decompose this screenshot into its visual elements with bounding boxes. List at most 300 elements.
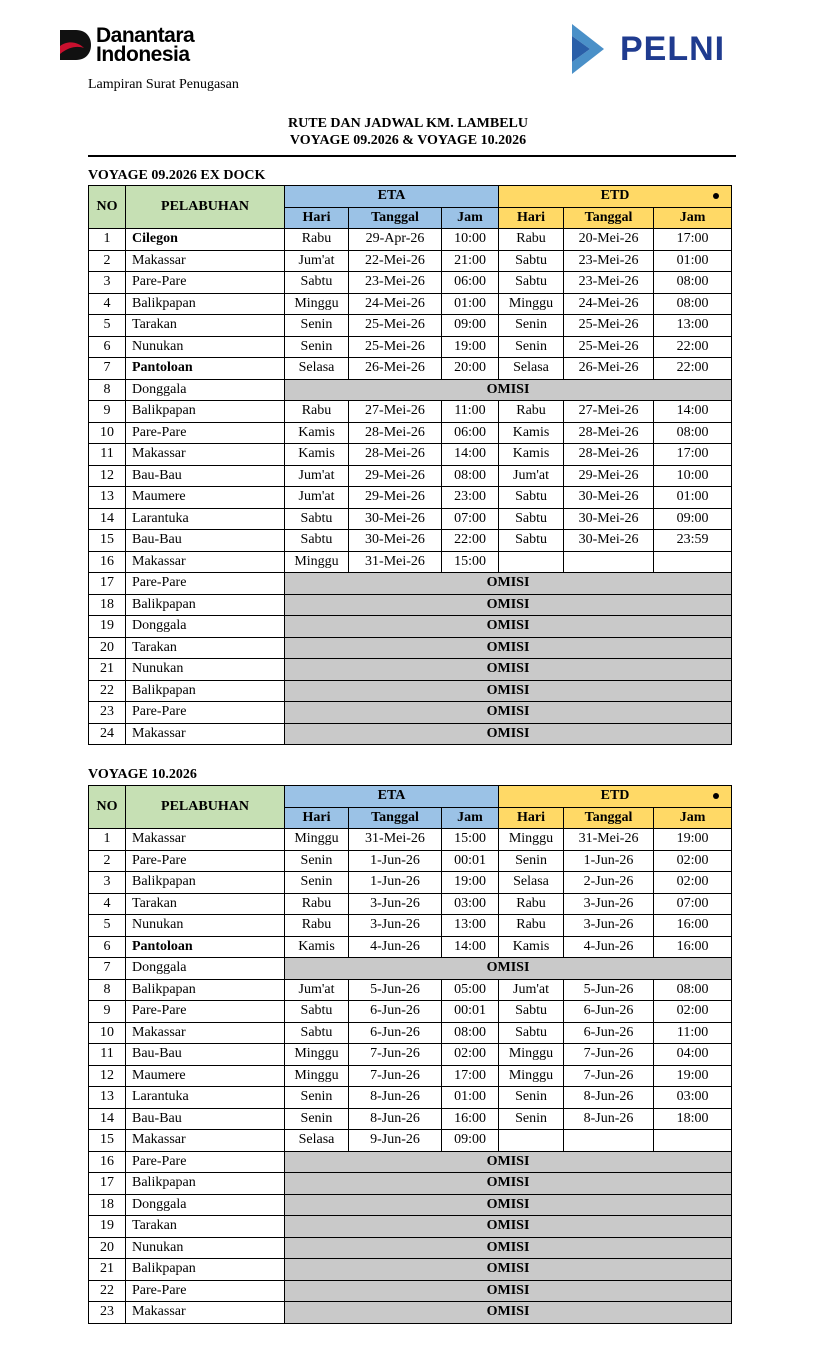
eta-tanggal-header: Tanggal bbox=[349, 807, 442, 829]
etd-date: 30-Mei-26 bbox=[564, 487, 654, 509]
column-header-no: NO bbox=[89, 786, 126, 829]
eta-date: 25-Mei-26 bbox=[349, 315, 442, 337]
etd-day: Senin bbox=[499, 1087, 564, 1109]
etd-day: Kamis bbox=[499, 444, 564, 466]
etd-date: 4-Jun-26 bbox=[564, 936, 654, 958]
row-number: 5 bbox=[89, 915, 126, 937]
eta-day: Minggu bbox=[285, 1065, 349, 1087]
row-number: 19 bbox=[89, 616, 126, 638]
eta-day: Rabu bbox=[285, 401, 349, 423]
etd-time: 17:00 bbox=[654, 444, 732, 466]
eta-day: Senin bbox=[285, 315, 349, 337]
eta-day: Jum'at bbox=[285, 487, 349, 509]
table-row bbox=[89, 702, 732, 724]
table-row bbox=[89, 250, 732, 272]
danantara-logo bbox=[58, 26, 194, 64]
row-number: 8 bbox=[89, 979, 126, 1001]
port-name: Bau-Bau bbox=[126, 465, 285, 487]
eta-time: 08:00 bbox=[442, 1022, 499, 1044]
etd-date: 27-Mei-26 bbox=[564, 401, 654, 423]
etd-date: 28-Mei-26 bbox=[564, 444, 654, 466]
etd-day: Minggu bbox=[499, 1065, 564, 1087]
eta-date: 3-Jun-26 bbox=[349, 915, 442, 937]
eta-date: 3-Jun-26 bbox=[349, 893, 442, 915]
row-number: 22 bbox=[89, 1280, 126, 1302]
etd-day: Kamis bbox=[499, 936, 564, 958]
eta-day: Rabu bbox=[285, 893, 349, 915]
table-row bbox=[89, 594, 732, 616]
eta-hari-header: Hari bbox=[285, 807, 349, 829]
row-number: 16 bbox=[89, 1151, 126, 1173]
table-row bbox=[89, 1302, 732, 1324]
port-name: Balikpapan bbox=[126, 872, 285, 894]
table-row bbox=[89, 1259, 732, 1281]
column-header-etd bbox=[499, 786, 732, 808]
eta-day: Kamis bbox=[285, 936, 349, 958]
etd-day: Sabtu bbox=[499, 272, 564, 294]
port-name: Pare-Pare bbox=[126, 422, 285, 444]
table-row bbox=[89, 465, 732, 487]
etd-date: 30-Mei-26 bbox=[564, 508, 654, 530]
row-number: 17 bbox=[89, 573, 126, 595]
table-row bbox=[89, 829, 732, 851]
etd-date: 3-Jun-26 bbox=[564, 893, 654, 915]
port-name: Pare-Pare bbox=[126, 1280, 285, 1302]
dot-icon bbox=[713, 793, 719, 799]
eta-time: 15:00 bbox=[442, 551, 499, 573]
eta-time: 13:00 bbox=[442, 915, 499, 937]
eta-date: 8-Jun-26 bbox=[349, 1087, 442, 1109]
omisi-cell: OMISI bbox=[285, 379, 732, 401]
etd-day: Selasa bbox=[499, 358, 564, 380]
omisi-cell: OMISI bbox=[285, 637, 732, 659]
port-name: Larantuka bbox=[126, 508, 285, 530]
eta-time: 06:00 bbox=[442, 422, 499, 444]
eta-date: 29-Mei-26 bbox=[349, 487, 442, 509]
brand-left-line1: Danantara bbox=[96, 24, 195, 47]
column-header-eta: ETA bbox=[285, 786, 499, 808]
row-number: 7 bbox=[89, 358, 126, 380]
port-name: Maumere bbox=[126, 1065, 285, 1087]
table-row bbox=[89, 850, 732, 872]
port-name: Balikpapan bbox=[126, 1259, 285, 1281]
table-row bbox=[89, 229, 732, 251]
etd-date: 24-Mei-26 bbox=[564, 293, 654, 315]
etd-day: Jum'at bbox=[499, 979, 564, 1001]
etd-day: Senin bbox=[499, 336, 564, 358]
row-number: 13 bbox=[89, 1087, 126, 1109]
etd-day: Rabu bbox=[499, 401, 564, 423]
etd-day: Senin bbox=[499, 315, 564, 337]
omisi-cell: OMISI bbox=[285, 702, 732, 724]
eta-date: 30-Mei-26 bbox=[349, 530, 442, 552]
eta-day: Sabtu bbox=[285, 1022, 349, 1044]
etd-time: 03:00 bbox=[654, 1087, 732, 1109]
pelni-logo-icon bbox=[568, 22, 608, 76]
omisi-cell: OMISI bbox=[285, 573, 732, 595]
eta-time: 00:01 bbox=[442, 1001, 499, 1023]
etd-day: Kamis bbox=[499, 422, 564, 444]
table-row bbox=[89, 444, 732, 466]
port-name: Donggala bbox=[126, 616, 285, 638]
etd-time: 08:00 bbox=[654, 272, 732, 294]
eta-day: Senin bbox=[285, 850, 349, 872]
row-number: 23 bbox=[89, 1302, 126, 1324]
table-row bbox=[89, 1022, 732, 1044]
port-name: Makassar bbox=[126, 444, 285, 466]
eta-time: 01:00 bbox=[442, 1087, 499, 1109]
table-row bbox=[89, 1001, 732, 1023]
eta-date: 6-Jun-26 bbox=[349, 1022, 442, 1044]
table-row bbox=[89, 979, 732, 1001]
eta-jam-header: Jam bbox=[442, 207, 499, 229]
eta-time: 07:00 bbox=[442, 508, 499, 530]
schedule-table-voyage-09 bbox=[88, 185, 732, 745]
table-row bbox=[89, 1044, 732, 1066]
omisi-cell: OMISI bbox=[285, 958, 732, 980]
eta-jam-header: Jam bbox=[442, 807, 499, 829]
eta-day: Rabu bbox=[285, 915, 349, 937]
brand-left-line2: Indonesia bbox=[96, 43, 190, 66]
etd-date: 26-Mei-26 bbox=[564, 358, 654, 380]
etd-date: 8-Jun-26 bbox=[564, 1108, 654, 1130]
row-number: 5 bbox=[89, 315, 126, 337]
row-number: 7 bbox=[89, 958, 126, 980]
port-name: Balikpapan bbox=[126, 594, 285, 616]
row-number: 12 bbox=[89, 1065, 126, 1087]
eta-date: 28-Mei-26 bbox=[349, 422, 442, 444]
port-name: Pare-Pare bbox=[126, 850, 285, 872]
etd-tanggal-header: Tanggal bbox=[564, 807, 654, 829]
row-number: 19 bbox=[89, 1216, 126, 1238]
etd-time: 02:00 bbox=[654, 850, 732, 872]
eta-date: 1-Jun-26 bbox=[349, 872, 442, 894]
eta-date: 1-Jun-26 bbox=[349, 850, 442, 872]
eta-time: 06:00 bbox=[442, 272, 499, 294]
omisi-cell: OMISI bbox=[285, 1173, 732, 1195]
eta-date: 23-Mei-26 bbox=[349, 272, 442, 294]
table-row bbox=[89, 508, 732, 530]
port-name: Donggala bbox=[126, 1194, 285, 1216]
etd-time: 08:00 bbox=[654, 293, 732, 315]
etd-time bbox=[654, 1130, 732, 1152]
row-number: 18 bbox=[89, 1194, 126, 1216]
etd-time: 23:59 bbox=[654, 530, 732, 552]
brand-right: PELNI bbox=[620, 29, 726, 68]
row-number: 4 bbox=[89, 893, 126, 915]
omisi-cell: OMISI bbox=[285, 1237, 732, 1259]
omisi-cell: OMISI bbox=[285, 1151, 732, 1173]
row-number: 13 bbox=[89, 487, 126, 509]
etd-day: Sabtu bbox=[499, 250, 564, 272]
eta-tanggal-header: Tanggal bbox=[349, 207, 442, 229]
eta-date: 4-Jun-26 bbox=[349, 936, 442, 958]
etd-date: 25-Mei-26 bbox=[564, 315, 654, 337]
eta-day: Minggu bbox=[285, 293, 349, 315]
table-row bbox=[89, 336, 732, 358]
column-header-etd-label: ETD bbox=[600, 188, 630, 204]
page-title: RUTE DAN JADWAL KM. LAMBELU bbox=[288, 116, 528, 131]
eta-date: 22-Mei-26 bbox=[349, 250, 442, 272]
row-number: 23 bbox=[89, 702, 126, 724]
eta-time: 19:00 bbox=[442, 872, 499, 894]
etd-day: Minggu bbox=[499, 293, 564, 315]
port-name: Larantuka bbox=[126, 1087, 285, 1109]
eta-time: 03:00 bbox=[442, 893, 499, 915]
table-row bbox=[89, 573, 732, 595]
etd-time: 19:00 bbox=[654, 829, 732, 851]
etd-time: 02:00 bbox=[654, 1001, 732, 1023]
etd-date bbox=[564, 1130, 654, 1152]
omisi-cell: OMISI bbox=[285, 1194, 732, 1216]
etd-time: 22:00 bbox=[654, 358, 732, 380]
row-number: 6 bbox=[89, 336, 126, 358]
eta-day: Senin bbox=[285, 872, 349, 894]
eta-time: 16:00 bbox=[442, 1108, 499, 1130]
row-number: 15 bbox=[89, 1130, 126, 1152]
etd-time: 01:00 bbox=[654, 487, 732, 509]
etd-time: 10:00 bbox=[654, 465, 732, 487]
eta-day: Senin bbox=[285, 1087, 349, 1109]
eta-day: Minggu bbox=[285, 1044, 349, 1066]
table-row bbox=[89, 1087, 732, 1109]
etd-time: 01:00 bbox=[654, 250, 732, 272]
document-subtitle: Lampiran Surat Penugasan bbox=[88, 77, 239, 92]
etd-hari-header: Hari bbox=[499, 207, 564, 229]
port-name: Nunukan bbox=[126, 336, 285, 358]
etd-time bbox=[654, 551, 732, 573]
etd-day: Sabtu bbox=[499, 1022, 564, 1044]
table-row bbox=[89, 893, 732, 915]
table-row bbox=[89, 358, 732, 380]
column-header-etd bbox=[499, 186, 732, 208]
etd-time: 08:00 bbox=[654, 422, 732, 444]
eta-time: 23:00 bbox=[442, 487, 499, 509]
omisi-cell: OMISI bbox=[285, 1216, 732, 1238]
port-name: Balikpapan bbox=[126, 401, 285, 423]
port-name: Nunukan bbox=[126, 1237, 285, 1259]
etd-time: 04:00 bbox=[654, 1044, 732, 1066]
row-number: 1 bbox=[89, 229, 126, 251]
title-divider bbox=[88, 155, 736, 157]
table-row bbox=[89, 915, 732, 937]
eta-time: 20:00 bbox=[442, 358, 499, 380]
etd-time: 09:00 bbox=[654, 508, 732, 530]
eta-date: 24-Mei-26 bbox=[349, 293, 442, 315]
omisi-cell: OMISI bbox=[285, 680, 732, 702]
eta-time: 22:00 bbox=[442, 530, 499, 552]
row-number: 24 bbox=[89, 723, 126, 745]
port-name: Makassar bbox=[126, 829, 285, 851]
row-number: 4 bbox=[89, 293, 126, 315]
table-row bbox=[89, 379, 732, 401]
port-name: Tarakan bbox=[126, 893, 285, 915]
eta-time: 19:00 bbox=[442, 336, 499, 358]
table-row bbox=[89, 680, 732, 702]
port-name: Tarakan bbox=[126, 315, 285, 337]
eta-time: 00:01 bbox=[442, 850, 499, 872]
row-number: 10 bbox=[89, 422, 126, 444]
eta-date: 7-Jun-26 bbox=[349, 1044, 442, 1066]
omisi-cell: OMISI bbox=[285, 594, 732, 616]
etd-date: 28-Mei-26 bbox=[564, 422, 654, 444]
port-name: Maumere bbox=[126, 487, 285, 509]
port-name: Pare-Pare bbox=[126, 1151, 285, 1173]
table-row bbox=[89, 401, 732, 423]
eta-date: 9-Jun-26 bbox=[349, 1130, 442, 1152]
etd-date: 3-Jun-26 bbox=[564, 915, 654, 937]
etd-day: Rabu bbox=[499, 229, 564, 251]
eta-time: 09:00 bbox=[442, 315, 499, 337]
row-number: 11 bbox=[89, 444, 126, 466]
eta-date: 27-Mei-26 bbox=[349, 401, 442, 423]
table-row bbox=[89, 422, 732, 444]
table-row bbox=[89, 1130, 732, 1152]
table-row bbox=[89, 1237, 732, 1259]
row-number: 12 bbox=[89, 465, 126, 487]
etd-day: Sabtu bbox=[499, 508, 564, 530]
eta-day: Kamis bbox=[285, 444, 349, 466]
etd-time: 07:00 bbox=[654, 893, 732, 915]
eta-time: 01:00 bbox=[442, 293, 499, 315]
dot-icon bbox=[713, 193, 719, 199]
etd-date: 23-Mei-26 bbox=[564, 272, 654, 294]
eta-date: 28-Mei-26 bbox=[349, 444, 442, 466]
etd-time: 14:00 bbox=[654, 401, 732, 423]
etd-date: 30-Mei-26 bbox=[564, 530, 654, 552]
etd-time: 02:00 bbox=[654, 872, 732, 894]
row-number: 21 bbox=[89, 1259, 126, 1281]
omisi-cell: OMISI bbox=[285, 616, 732, 638]
etd-date: 29-Mei-26 bbox=[564, 465, 654, 487]
port-name: Balikpapan bbox=[126, 1173, 285, 1195]
table-row bbox=[89, 1151, 732, 1173]
etd-day: Senin bbox=[499, 850, 564, 872]
column-header-no: NO bbox=[89, 186, 126, 229]
port-name: Pare-Pare bbox=[126, 272, 285, 294]
eta-time: 15:00 bbox=[442, 829, 499, 851]
table-row bbox=[89, 637, 732, 659]
etd-date: 8-Jun-26 bbox=[564, 1087, 654, 1109]
port-name: Pare-Pare bbox=[126, 1001, 285, 1023]
schedule-table-voyage-10 bbox=[88, 785, 732, 1324]
row-number: 11 bbox=[89, 1044, 126, 1066]
eta-date: 25-Mei-26 bbox=[349, 336, 442, 358]
port-name: Pantoloan bbox=[126, 358, 285, 380]
table-row bbox=[89, 1280, 732, 1302]
etd-day: Rabu bbox=[499, 915, 564, 937]
etd-date: 1-Jun-26 bbox=[564, 850, 654, 872]
eta-day: Jum'at bbox=[285, 465, 349, 487]
eta-day: Minggu bbox=[285, 829, 349, 851]
eta-day: Minggu bbox=[285, 551, 349, 573]
eta-time: 14:00 bbox=[442, 444, 499, 466]
table-row bbox=[89, 659, 732, 681]
etd-time: 08:00 bbox=[654, 979, 732, 1001]
port-name: Makassar bbox=[126, 723, 285, 745]
port-name: Balikpapan bbox=[126, 293, 285, 315]
port-name: Makassar bbox=[126, 250, 285, 272]
eta-day: Selasa bbox=[285, 358, 349, 380]
row-number: 2 bbox=[89, 250, 126, 272]
etd-date: 6-Jun-26 bbox=[564, 1001, 654, 1023]
row-number: 3 bbox=[89, 272, 126, 294]
eta-day: Sabtu bbox=[285, 508, 349, 530]
table-row bbox=[89, 1194, 732, 1216]
table-row bbox=[89, 958, 732, 980]
eta-date: 26-Mei-26 bbox=[349, 358, 442, 380]
eta-day: Kamis bbox=[285, 422, 349, 444]
row-number: 6 bbox=[89, 936, 126, 958]
etd-day: Selasa bbox=[499, 872, 564, 894]
eta-day: Rabu bbox=[285, 229, 349, 251]
eta-time: 10:00 bbox=[442, 229, 499, 251]
etd-time: 11:00 bbox=[654, 1022, 732, 1044]
eta-date: 31-Mei-26 bbox=[349, 829, 442, 851]
omisi-cell: OMISI bbox=[285, 723, 732, 745]
eta-hari-header: Hari bbox=[285, 207, 349, 229]
eta-time: 08:00 bbox=[442, 465, 499, 487]
row-number: 9 bbox=[89, 1001, 126, 1023]
eta-day: Jum'at bbox=[285, 250, 349, 272]
eta-time: 21:00 bbox=[442, 250, 499, 272]
port-name: Bau-Bau bbox=[126, 1108, 285, 1130]
table-row bbox=[89, 1108, 732, 1130]
port-name: Makassar bbox=[126, 1302, 285, 1324]
port-name: Balikpapan bbox=[126, 680, 285, 702]
port-name: Bau-Bau bbox=[126, 530, 285, 552]
eta-date: 30-Mei-26 bbox=[349, 508, 442, 530]
danantara-logo-icon bbox=[58, 26, 92, 64]
etd-day: Sabtu bbox=[499, 1001, 564, 1023]
etd-day: Sabtu bbox=[499, 530, 564, 552]
etd-tanggal-header: Tanggal bbox=[564, 207, 654, 229]
omisi-cell: OMISI bbox=[285, 1302, 732, 1324]
port-name: Donggala bbox=[126, 379, 285, 401]
row-number: 18 bbox=[89, 594, 126, 616]
column-header-eta: ETA bbox=[285, 186, 499, 208]
port-name: Makassar bbox=[126, 551, 285, 573]
eta-date: 7-Jun-26 bbox=[349, 1065, 442, 1087]
row-number: 3 bbox=[89, 872, 126, 894]
pelni-logo bbox=[568, 22, 725, 76]
etd-time: 18:00 bbox=[654, 1108, 732, 1130]
etd-day: Rabu bbox=[499, 893, 564, 915]
etd-time: 22:00 bbox=[654, 336, 732, 358]
eta-time: 14:00 bbox=[442, 936, 499, 958]
port-name: Tarakan bbox=[126, 1216, 285, 1238]
etd-date: 20-Mei-26 bbox=[564, 229, 654, 251]
eta-day: Sabtu bbox=[285, 1001, 349, 1023]
eta-date: 29-Mei-26 bbox=[349, 465, 442, 487]
voyage-label: VOYAGE 09.2026 EX DOCK bbox=[88, 168, 266, 183]
row-number: 1 bbox=[89, 829, 126, 851]
row-number: 15 bbox=[89, 530, 126, 552]
etd-day: Minggu bbox=[499, 1044, 564, 1066]
etd-hari-header: Hari bbox=[499, 807, 564, 829]
table-row bbox=[89, 1065, 732, 1087]
voyage-label: VOYAGE 10.2026 bbox=[88, 767, 197, 782]
etd-date: 6-Jun-26 bbox=[564, 1022, 654, 1044]
eta-date: 6-Jun-26 bbox=[349, 1001, 442, 1023]
eta-time: 05:00 bbox=[442, 979, 499, 1001]
eta-day: Selasa bbox=[285, 1130, 349, 1152]
port-name: Bau-Bau bbox=[126, 1044, 285, 1066]
omisi-cell: OMISI bbox=[285, 1280, 732, 1302]
eta-date: 5-Jun-26 bbox=[349, 979, 442, 1001]
row-number: 9 bbox=[89, 401, 126, 423]
port-name: Nunukan bbox=[126, 659, 285, 681]
